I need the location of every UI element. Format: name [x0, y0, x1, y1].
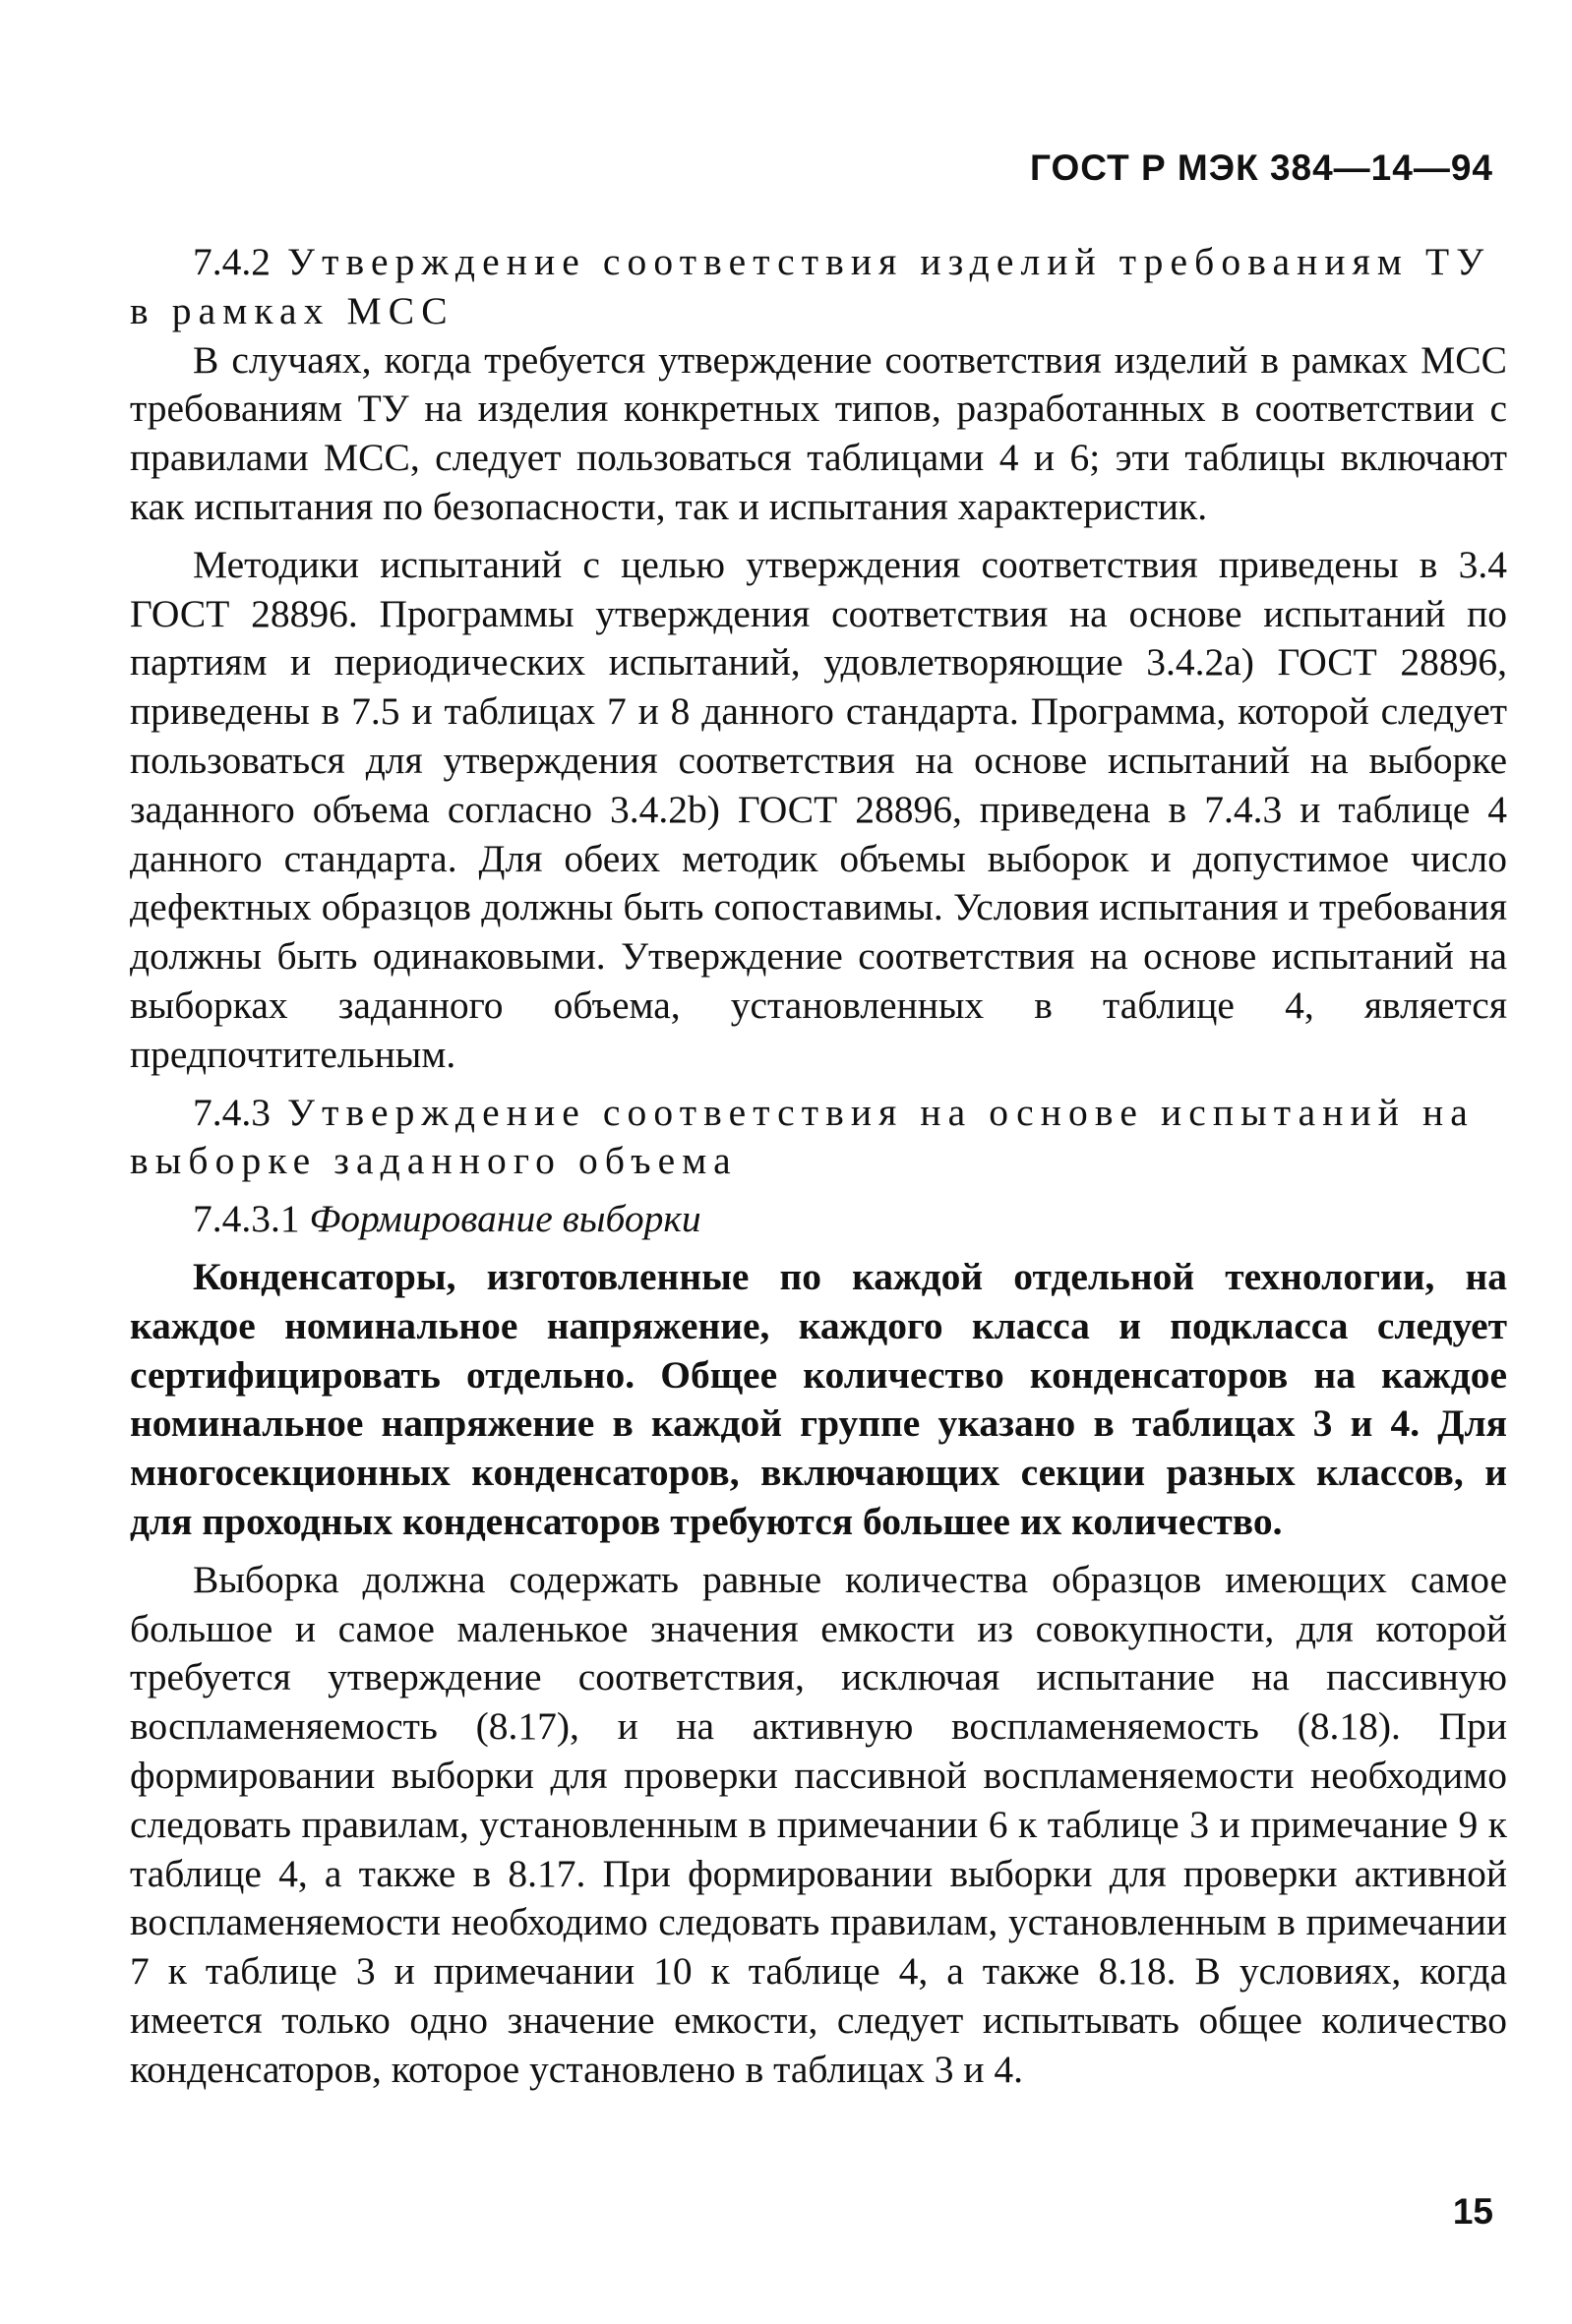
paragraph: Методики испытаний с целью утверждения соответствия приведены в 3.4 ГОСТ 28896. Программы утверждения соответствия на основе испытаний по партиям и периодических испытаний, удовлетворяющие 3.4.2a) ГОСТ 28896, приведены в 7.5 и таблицах 7 и 8 данного стандарта. Программа, которой следует пользоваться для утверждения соответствия на основе испытаний на выборке заданного объема согласно 3.4.2b) ГОСТ 28896, приведена в 7.4.3 и таблице 4 данного стандарта. Для обеих методик объемы выборок и допустимое число дефектных образцов должны быть сопоставимы. Условия испытания и требования должны быть одинаковыми. Утверждение соответствия на основе испытаний на выборках заданного объема, установленных в таблице 4, является предпочтительным. [130, 542, 1507, 1076]
page-number: 15 [1452, 2191, 1493, 2232]
section-title: Утверждение соответствия изделий требованиям ТУ в рамках МСС [130, 240, 1491, 332]
section-heading-7-4-3 [130, 1089, 1507, 1187]
section-heading-7-4-2 [130, 238, 1507, 336]
section-number: 7.4.2 [193, 240, 271, 283]
paragraph: Выборка должна содержать равные количества образцов имеющих самое большое и самое маленькое значения емкости из совокупности, для которой требуется утверждение соответствия, исключая испытание на пассивную воспламеняемость (8.17), и на активную воспламеняемость (8.18). При формировании выборки для проверки пассивной воспламеняемости необходимо следовать правилам, установленным в примечании 6 к таблице 3 и примечание 9 к таблице 4, а также в 8.17. При формировании выборки для проверки активной воспламеняемости необходимо следовать правилам, установленным в примечании 7 к таблице 3 и примечании 10 к таблице 4, а также 8.18. В условиях, когда имеется только одно значение емкости, следует испытывать общее количество конденсаторов, которое установлено в таблицах 3 и 4. [130, 1557, 1507, 2091]
paragraph: В случаях, когда требуется утверждение соответствия изделий в рамках МСС требованиям ТУ на изделия конкретных типов, разработанных в соответствии с правилами МСС, следует пользоваться таблицами 4 и 6; эти таблицы включают как испытания по безопасности, так и испытания характеристик. [130, 337, 1507, 528]
running-header: ГОСТ Р МЭК 384—14—94 [1030, 148, 1493, 188]
subsection-title: Формирование выборки [309, 1197, 701, 1241]
section-title: Утверждение соответствия на основе испытаний на выборке заданного объема [130, 1090, 1475, 1183]
document-body [130, 238, 1507, 2094]
subsection-number: 7.4.3.1 [193, 1197, 300, 1241]
section-number: 7.4.3 [193, 1090, 271, 1134]
subsection-heading-7-4-3-1 [130, 1195, 1507, 1244]
paragraph: Конденсаторы, изготовленные по каждой отдельной технологии, на каждое номинальное напряжение, каждого класса и подкласса следует сертифицировать отдельно. Общее количество конденсаторов на каждое номинальное напряжение в каждой группе указано в таблицах 3 и 4. Для многосекционных конденсаторов, включающих секции разных классов, и для проходных конденсаторов требуются большее их количество. [130, 1254, 1507, 1543]
